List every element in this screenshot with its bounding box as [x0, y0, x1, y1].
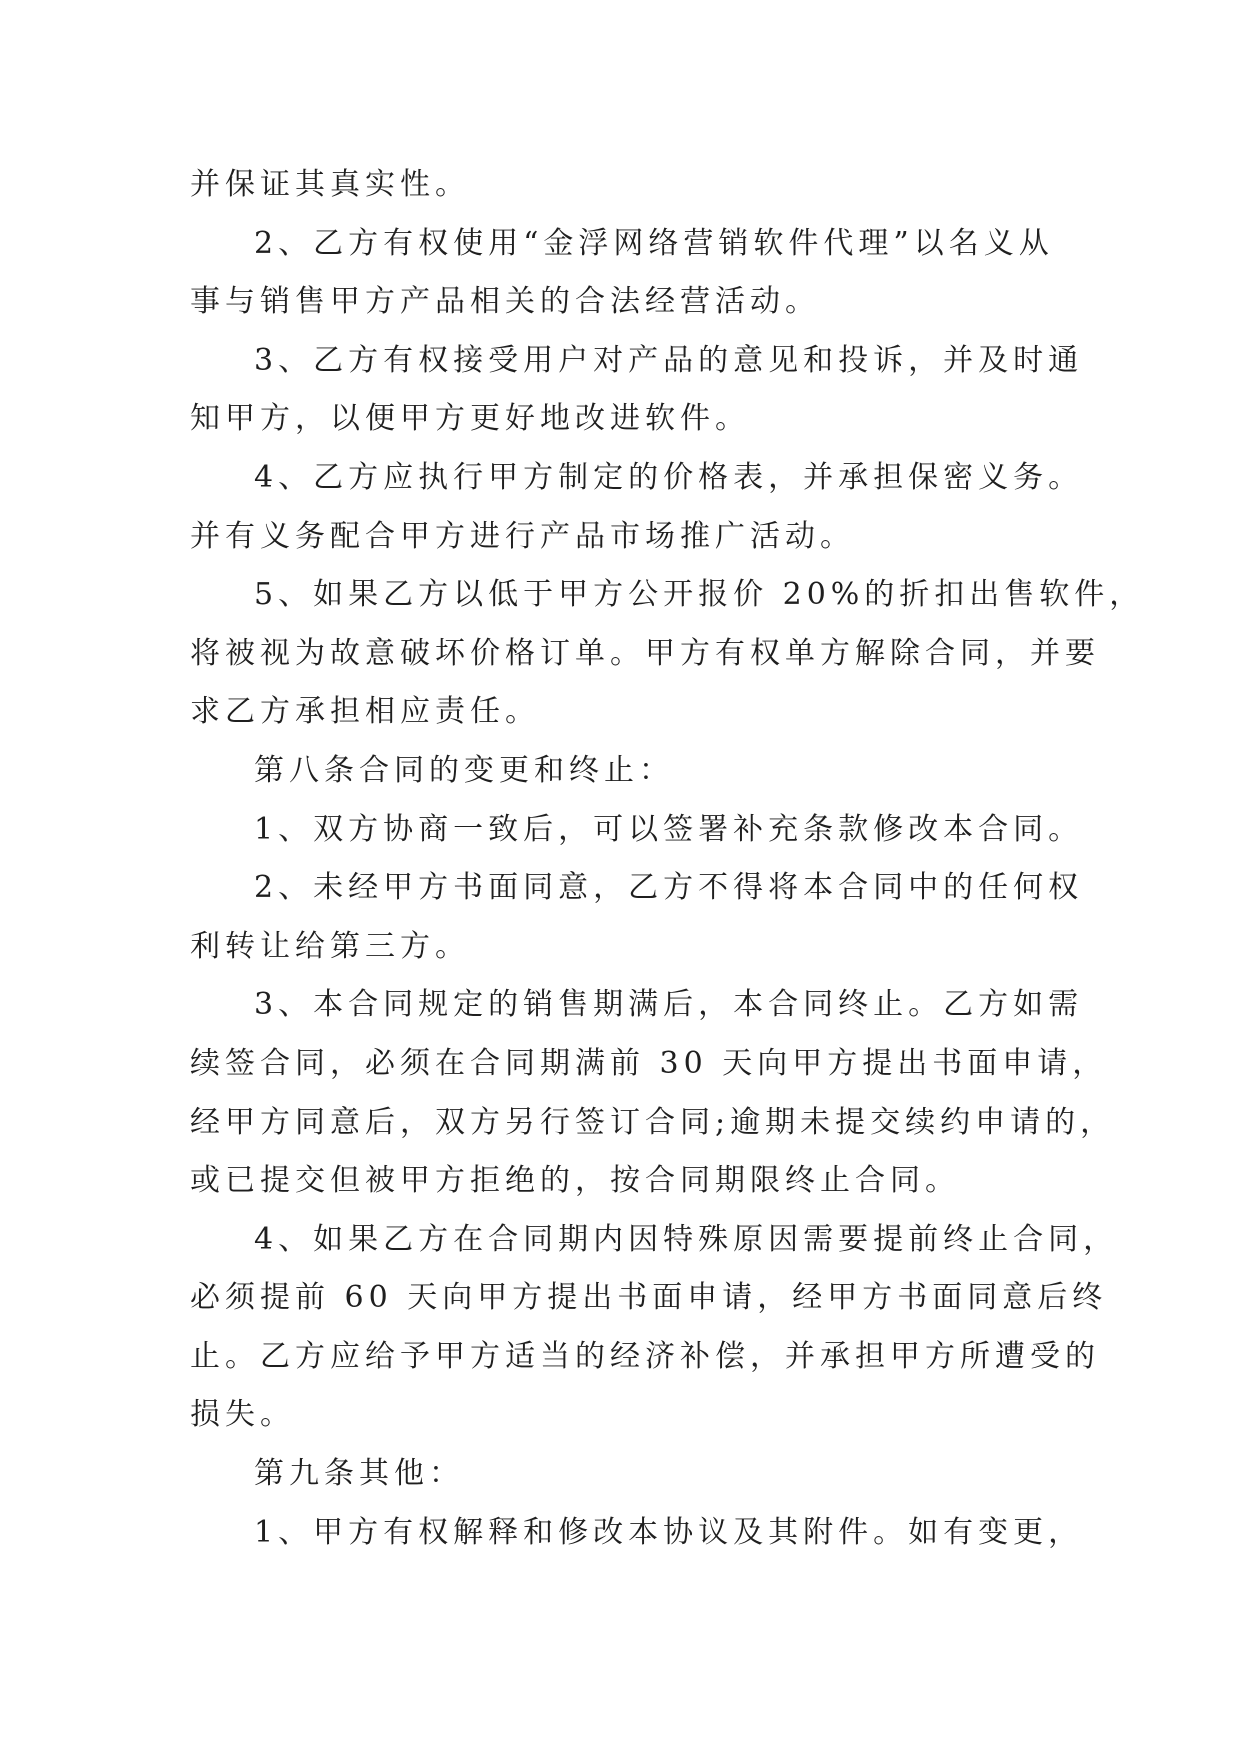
text-line: 2、乙方有权使用“金浮网络营销软件代理”以名义从	[254, 225, 1054, 261]
text-line: 1、双方协商一致后，可以签署补充条款修改本合同。	[254, 811, 1084, 847]
section-heading: 第八条合同的变更和终止：	[254, 752, 674, 788]
text-line: 知甲方，以便甲方更好地改进软件。	[190, 401, 750, 437]
text-line: 经甲方同意后，双方另行签订合同;逾期未提交续约申请的，	[190, 1104, 1116, 1140]
text-line: 利转让给第三方。	[190, 928, 470, 964]
text-line: 或已提交但被甲方拒绝的，按合同期限终止合同。	[190, 1163, 960, 1199]
text-line: 4、乙方应执行甲方制定的价格表，并承担保密义务。	[254, 459, 1084, 495]
text-line: 止。乙方应给予甲方适当的经济补偿，并承担甲方所遭受的	[190, 1338, 1100, 1374]
text-line: 3、本合同规定的销售期满后，本合同终止。乙方如需	[254, 987, 1084, 1023]
text-line: 必须提前 60 天向甲方提出书面申请，经甲方书面同意后终	[190, 1280, 1108, 1316]
text-line: 并保证其真实性。	[190, 167, 470, 202]
text-line: 并有义务配合甲方进行产品市场推广活动。	[190, 518, 855, 554]
document-body	[190, 156, 1145, 1562]
text-line: 5、如果乙方以低于甲方公开报价 20%的折扣出售软件，	[254, 577, 1145, 613]
text-line: 求乙方承担相应责任。	[190, 694, 540, 730]
text-line: 损失。	[190, 1397, 295, 1433]
text-line: 1、甲方有权解释和修改本协议及其附件。如有变更，	[254, 1514, 1084, 1550]
text-line: 3、乙方有权接受用户对产品的意见和投诉，并及时通	[254, 342, 1084, 378]
text-line: 将被视为故意破坏价格订单。甲方有权单方解除合同，并要	[190, 635, 1100, 671]
text-line: 4、如果乙方在合同期内因特殊原因需要提前终止合同，	[254, 1221, 1119, 1257]
text-line: 续签合同，必须在合同期满前 30 天向甲方提出书面申请，	[190, 1045, 1108, 1081]
section-heading: 第九条其他：	[254, 1456, 464, 1492]
text-line: 事与销售甲方产品相关的合法经营活动。	[190, 284, 820, 320]
text-line: 2、未经甲方书面同意，乙方不得将本合同中的任何权	[254, 870, 1084, 906]
